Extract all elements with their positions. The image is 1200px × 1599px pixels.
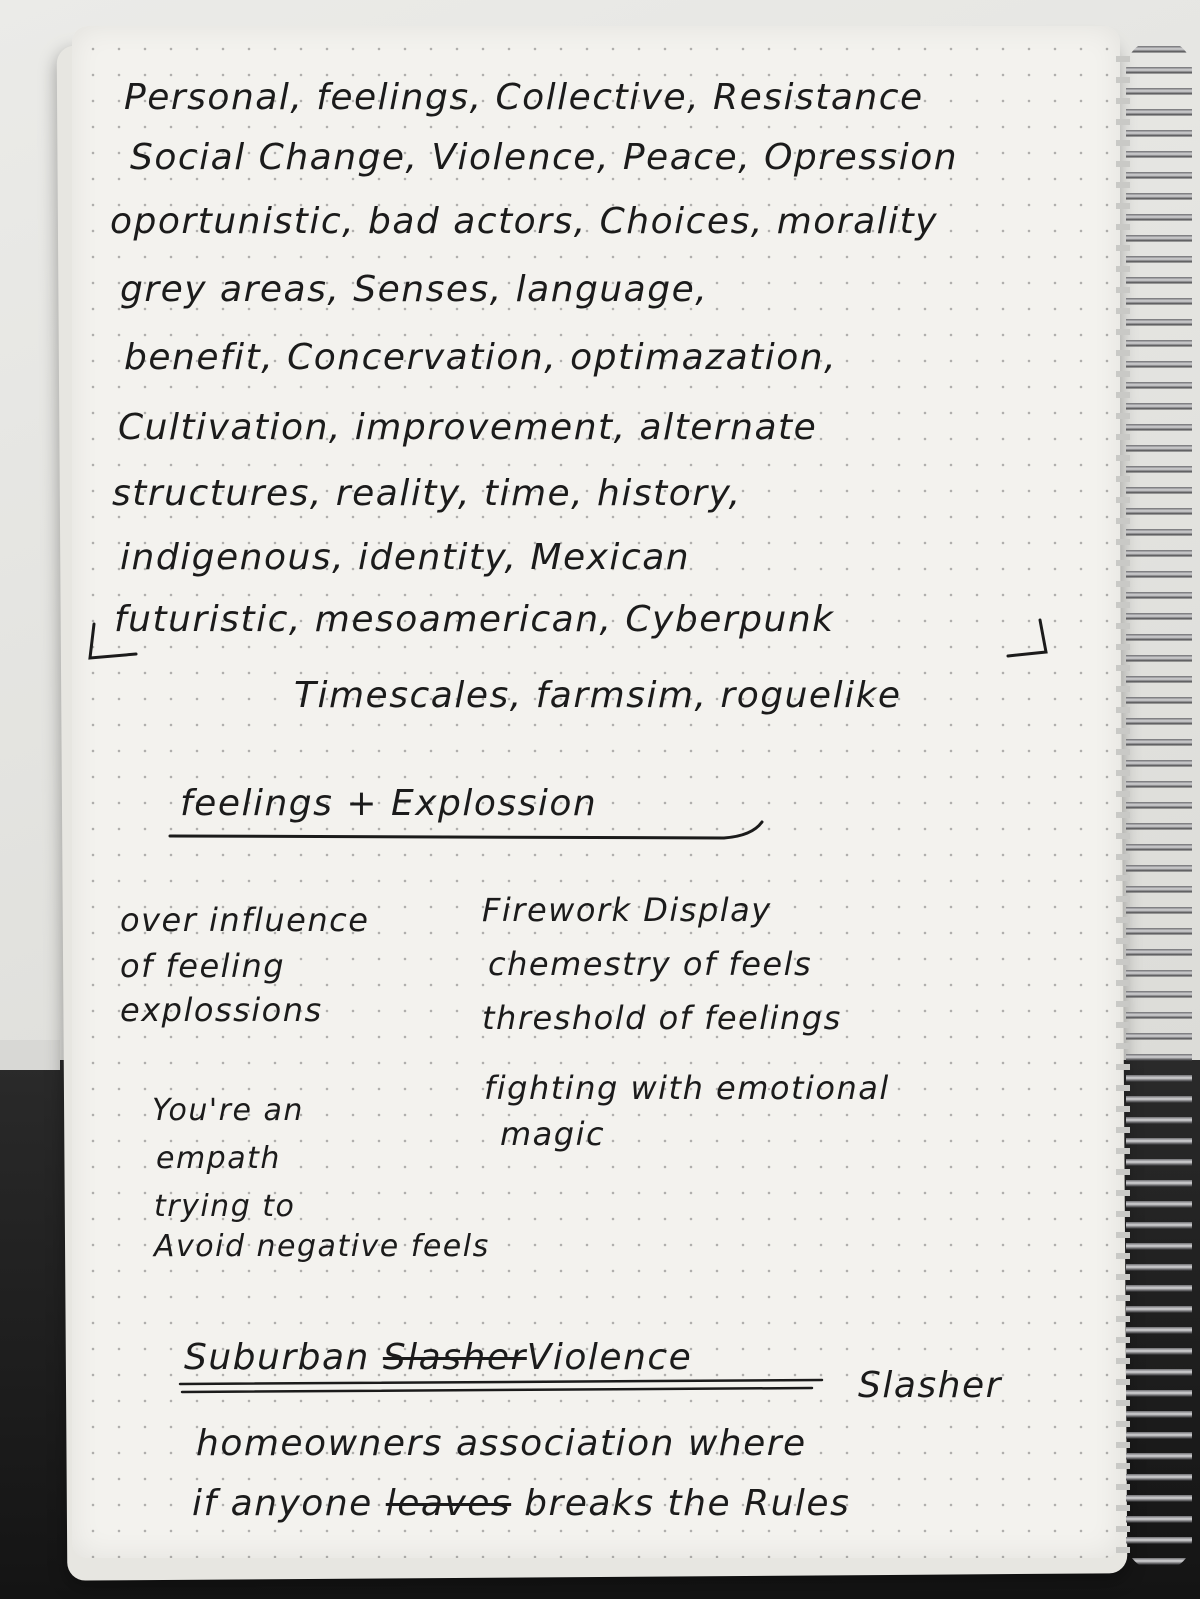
empath-line-4: Avoid negative feels (154, 1229, 490, 1264)
slasher-note: Slasher (858, 1365, 1002, 1406)
note-line-9: futuristic, mesoamerican, Cyberpunk (114, 599, 835, 640)
empath-line-3: trying to (154, 1189, 296, 1224)
note-line-5: benefit, Concervation, optimazation, (124, 337, 838, 378)
empath-line-1: You're an (152, 1093, 304, 1128)
left-col-line-2: of feeling (120, 947, 286, 985)
note-line-2: Social Change, Violence, Peace, Opression (130, 137, 959, 178)
note-line-6: Cultivation, improvement, alternate (118, 407, 818, 448)
note-line-7: structures, reality, time, history, (112, 473, 742, 514)
note-line-4: grey areas, Senses, language, (120, 269, 709, 310)
right-col-line-4: fighting with emotional (484, 1069, 890, 1107)
bottom-line-2-struck: leaves (385, 1483, 512, 1524)
desk-ledge (0, 1040, 60, 1070)
heading-suburban-start: Suburban (184, 1337, 370, 1378)
bracket-left-mark (80, 618, 150, 668)
spiral-binding (1126, 40, 1192, 1570)
right-col-line-3: threshold of feelings (482, 999, 842, 1037)
bracket-right-mark (1002, 616, 1062, 666)
left-col-line-1: over influence (120, 901, 370, 939)
subline-timescales: Timescales, farmsim, roguelike (294, 675, 902, 716)
heading-underline (164, 818, 764, 848)
bottom-line-1: homeowners association where (196, 1423, 807, 1464)
note-line-3: oportunistic, bad actors, Choices, morality (110, 201, 939, 242)
suburban-underline (172, 1374, 872, 1404)
right-col-line-1: Firework Display (482, 891, 772, 929)
heading-suburban (184, 1337, 693, 1378)
empath-line-2: empath (156, 1141, 281, 1176)
heading-suburban-end: Violence (526, 1337, 693, 1378)
note-line-1: Personal, feelings, Collective, Resistance (124, 77, 924, 118)
right-col-line-5: magic (500, 1115, 606, 1153)
right-col-line-2: chemestry of feels (488, 945, 813, 983)
bottom-line-2-end: breaks the Rules (524, 1483, 851, 1524)
left-col-line-3: explossions (120, 991, 323, 1029)
bottom-line-2 (192, 1483, 851, 1524)
notebook-page (72, 26, 1120, 1558)
bottom-line-2-start: if anyone (192, 1483, 373, 1524)
note-line-8: indigenous, identity, Mexican (120, 537, 691, 578)
heading-suburban-struck: Slasher (382, 1337, 527, 1378)
heading-feelings-explossion: feelings + Explossion (180, 783, 598, 824)
